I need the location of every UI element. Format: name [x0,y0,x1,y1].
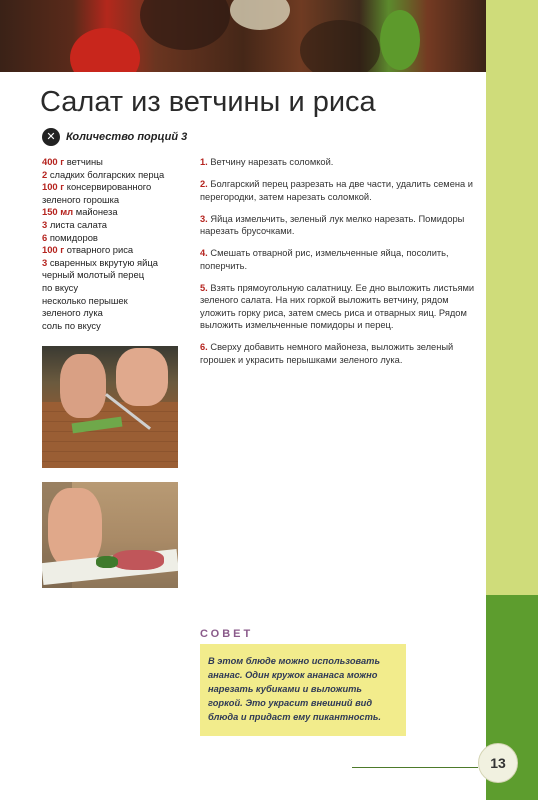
ingredient-amount: 3 [42,256,48,268]
step-text: Болгарский перец разрезать на две части, удалить семена и перегородки, затем нарезать соломкой. [200,179,473,202]
ingredient-text: по вкусу [42,281,79,293]
ingredient-text: отварного риса [64,244,134,256]
ingredient-text: ветчины [64,156,103,167]
step-item [200,282,478,331]
step-number: 2. [200,179,208,190]
servings [42,128,187,146]
page-number: 13 [478,743,518,783]
step-item [200,178,478,203]
ingredient-amount: 6 [42,231,48,243]
step-text: Взять прямоугольную салатницу. Ее дно выложить листьями зеленого салата. На них горкой выложить ветчину, рядом уложить горку риса, затем смесь риса и отварных яиц. Рядом выложить измельченные помидоры и перец. [200,283,475,330]
ingredient-text: сладких болгарских перца [47,168,165,180]
ingredient-amount: 100 г [42,244,65,256]
ingredient-item [42,181,192,194]
ingredient-text: несколько перышек [42,294,128,306]
ingredient-amount: 3 [42,218,48,230]
recipe-title: Салат из ветчины и риса [40,86,376,118]
ingredient-text: листа салата [47,218,108,230]
ingredient-text: майонеза [73,206,118,218]
step-text: Сверху добавить немного майонеза, выложить зеленый горошек и украсить перышками зеленого лука. [200,342,454,365]
ingredient-text: консервированного [64,181,152,193]
advice-text: В этом блюде можно использовать ананас. Один кружок ананаса можно нарезать кубиками и выложить горкой. Это украсит внешний вид блюда и придаст ему пикантность. [208,656,381,722]
step-number: 5. [200,283,208,294]
step-item [200,156,478,168]
ingredients-list [42,156,192,332]
ingredient-item [42,257,192,270]
step-text: Яйца измельчить, зеленый лук мелко нарезать. Помидоры нарезать брусочками. [200,213,465,237]
ingredient-text: соль по вкусу [42,319,101,331]
step-item [200,213,478,238]
servings-label: Количество порций 3 [66,131,188,143]
step-item [200,247,478,272]
step-item [200,341,478,366]
ingredient-text: помидоров [47,231,98,243]
fork-knife-icon: ✕ [42,128,60,146]
step-text: Смешать отварной рис, измельченные яйца, посолить, поперчить. [200,248,449,271]
page-number-line [352,767,478,768]
ingredient-item [42,169,192,182]
advice-title: СОВЕТ [200,628,254,640]
ingredient-text: зеленого горошка [42,193,120,205]
ingredient-amount: 2 [42,168,48,180]
advice-box [200,644,406,736]
ingredient-item [42,156,192,169]
ingredient-text: сваренных вкрутую яйца [47,256,158,268]
ingredient-item [42,269,192,282]
ingredient-item [42,219,192,232]
step-number: 3. [200,213,208,224]
ingredient-text: зеленого лука [42,307,103,319]
step-number: 6. [200,342,208,353]
ingredient-item [42,320,192,333]
step-number: 4. [200,248,208,259]
ingredient-text: черный молотый перец [42,269,145,281]
ingredient-item [42,282,192,295]
ingredient-amount: 100 г [42,181,65,193]
photo-slicing-onion [42,346,178,468]
step-text: Ветчину нарезать соломкой. [210,157,334,167]
step-number: 1. [200,157,208,167]
ingredient-item [42,307,192,320]
photo-plating-salad [42,482,178,588]
header-food-photo [0,0,486,72]
ingredient-item [42,295,192,308]
ingredient-amount: 150 мл [42,206,74,218]
steps-list [200,156,478,376]
ingredient-item [42,194,192,207]
ingredient-amount: 400 г [42,156,65,167]
ingredient-item [42,244,192,257]
ingredient-item [42,206,192,219]
ingredient-item [42,232,192,245]
